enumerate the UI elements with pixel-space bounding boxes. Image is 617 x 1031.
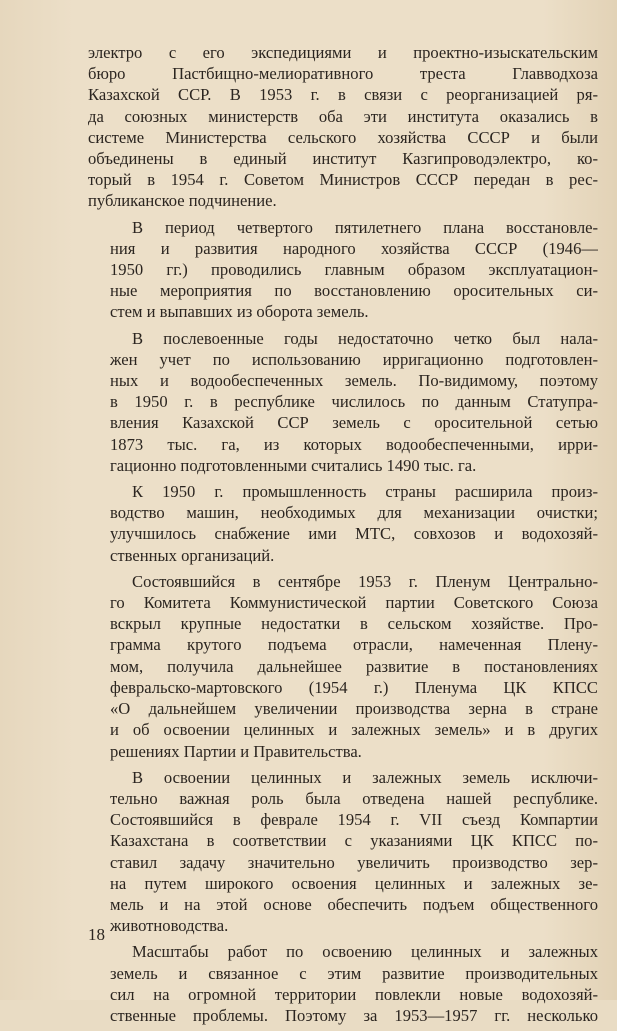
text-line: вления Казахской ССР земель с оросительной сетью: [110, 413, 598, 433]
text-line: водство машин, необходимых для механизации очистки;: [110, 503, 598, 523]
text-line: В период четвертого пятилетнего плана восстановле-: [132, 217, 598, 237]
text-line: ные мероприятия по восстановлению оросительных си-: [110, 281, 598, 301]
text-line: торый в 1954 г. Советом Министров СССР передан в рес-: [88, 170, 598, 190]
text-line: вскрыл крупные недостатки в сельском хозяйстве. Про-: [110, 614, 598, 634]
text-line: мель и на этой основе обеспечить подъем общественного: [110, 894, 598, 914]
text-line: го Комитета Коммунистической партии Советского Союза: [110, 593, 598, 613]
text-line: жен учет по использованию ирригационно подготовлен-: [110, 349, 598, 369]
text-line: 1950 гг.) проводились главным образом эксплуатацион-: [110, 260, 598, 280]
text-line: «О дальнейшем увеличении производства зерна в стране: [110, 699, 598, 719]
text-line: ственные проблемы. Поэтому за 1953—1957 гг. несколько: [110, 1005, 598, 1025]
text-line: в 1950 г. в республике числилось по данным Статупра-: [110, 392, 598, 412]
text-line: ния и развития народного хозяйства СССР (1946—: [110, 238, 598, 258]
paragraph: [88, 42, 598, 212]
text-line: Масштабы работ по освоению целинных и залежных: [132, 942, 598, 962]
paragraph: [88, 217, 598, 323]
text-line: публиканское подчинение.: [88, 191, 277, 211]
text-line: 1873 тыс. га, из которых водообеспеченными, ирри-: [110, 434, 598, 454]
text-line: и об освоении целинных и залежных земель» и в других: [110, 720, 598, 740]
text-line: на путем широкого освоения целинных и залежных зе-: [110, 873, 598, 893]
text-line: февральско-мартовского (1954 г.) Пленума ЦК КПСС: [110, 677, 598, 697]
text-line: гационно подготовленными считались 1490 тыс. га.: [110, 455, 477, 475]
text-line: ных и водообеспеченных земель. По-видимому, поэтому: [110, 371, 598, 391]
text-line: ственных организаций.: [110, 545, 275, 565]
paragraph: [88, 481, 598, 566]
text-line: объединены в единый институт Казгипроводэлектро, ко-: [88, 149, 598, 169]
text-line: сил на огромной территории повлекли новые водохозяй-: [110, 984, 598, 1004]
text-line: да союзных министерств оба эти института оказались в: [88, 106, 598, 126]
text-line: Казахстана в соответствии с указаниями ЦК КПСС по-: [110, 831, 598, 851]
text-line: электро с его экспедициями и проектно-изыскательским: [88, 43, 598, 62]
text-line: мом, получила дальнейшее развитие в постановлениях: [110, 656, 598, 676]
text-line: земель и связанное с этим развитие производительных: [110, 963, 598, 983]
text-line: стем и выпавших из оборота земель.: [110, 302, 369, 322]
text-line: В послевоенные годы недостаточно четко был нала-: [132, 328, 598, 348]
paragraph: [88, 941, 598, 1026]
text-line: тельно важная роль была отведена нашей республике.: [110, 788, 598, 808]
text-line: системе Министерства сельского хозяйства СССР и были: [88, 127, 598, 147]
text-line: животноводства.: [110, 916, 229, 936]
text-line: Состоявшийся в сентябре 1953 г. Пленум Центрально-: [132, 571, 598, 591]
paragraph: [88, 767, 598, 937]
text-line: В освоении целинных и залежных земель исключи-: [132, 767, 598, 787]
paragraph: [88, 571, 598, 762]
paragraph: [88, 328, 598, 476]
text-line: Состоявшийся в феврале 1954 г. VII съезд Компартии: [110, 810, 598, 830]
text-line: ставил задачу значительно увеличить производство зер-: [110, 852, 598, 872]
body-text: [88, 42, 598, 1031]
text-line: улучшилось снабжение ими МТС, совхозов и водохозяй-: [110, 524, 598, 544]
text-line: К 1950 г. промышленность страны расширила произ-: [132, 482, 598, 502]
text-line: решениях Партии и Правительства.: [110, 741, 362, 761]
text-line: бюро Пастбищно-мелиоративного треста Главводхоза: [88, 64, 598, 84]
text-line: грамма крутого подъема отрасли, намеченная Плену-: [110, 635, 598, 655]
text-line: Казахской ССР. В 1953 г. в связи с реорганизацией ря-: [88, 85, 598, 105]
page-number: 18: [88, 925, 105, 944]
